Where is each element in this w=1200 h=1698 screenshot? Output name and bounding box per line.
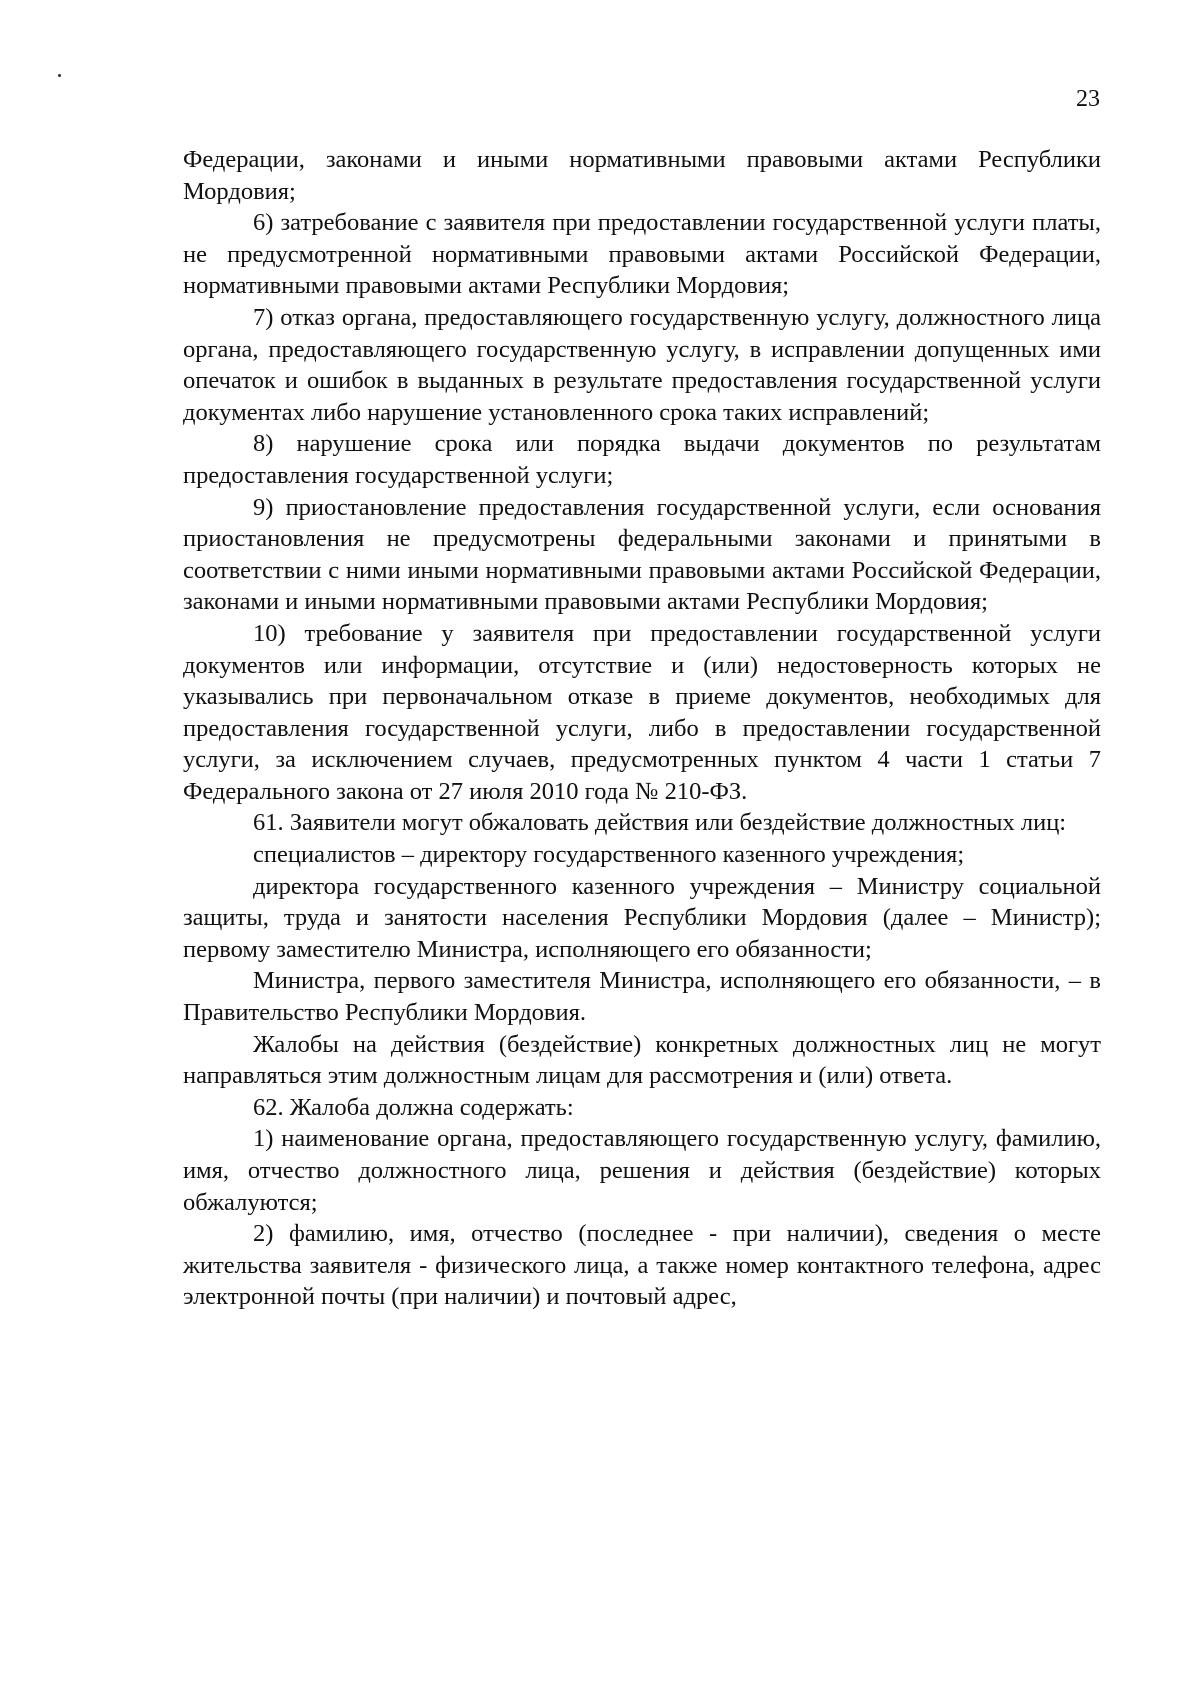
- paragraph-item-6: 6) затребование с заявителя при предоставлении государственной услуги платы, не предусмотренной нормативными правовыми актами Российской Федерации, нормативными правовыми актами Республики Мордовия;: [183, 209, 1101, 300]
- paragraph-continuation: Федерации, законами и иными нормативными правовыми актами Республики Мордовия;: [183, 146, 1101, 205]
- scan-artifact-dot: [58, 74, 61, 77]
- document-body: [183, 144, 1101, 1313]
- paragraph-content-1: 1) наименование органа, предоставляющего государственную услугу, фамилию, имя, отчество должностного лица, решения и действия (бездействие) которых обжалуются;: [183, 1125, 1101, 1216]
- paragraph-item-10: 10) требование у заявителя при предоставлении государственной услуги документов или информации, отсутствие и (или) недостоверность которых не указывались при первоначальном отказе в приеме документов, необходимых для предоставления государственной услуги, либо в предоставлении государственной услуги, за исключением случаев, предусмотренных пунктом 4 части 1 статьи 7 Федерального закона от 27 июля 2010 года № 210-ФЗ.: [183, 619, 1101, 805]
- paragraph-content-2: 2) фамилию, имя, отчество (последнее - при наличии), сведения о месте жительства заявителя - физического лица, а также номер контактного телефона, адрес электронной почты (при наличии) и почтовый адрес,: [183, 1220, 1101, 1311]
- paragraph-complaints: Жалобы на действия (бездействие) конкретных должностных лиц не могут направляться этим должностным лицам для рассмотрения и (или) ответа.: [183, 1030, 1101, 1090]
- paragraph-section-61: 61. Заявители могут обжаловать действия или бездействие должностных лиц:: [253, 809, 1067, 837]
- page-number: 23: [1076, 86, 1100, 112]
- paragraph-item-7: 7) отказ органа, предоставляющего государственную услугу, должностного лица органа, предоставляющего государственную услугу, в исправлении допущенных ими опечаток и ошибок в выданных в результате предоставления государственной услуги документах либо нарушение установленного срока таких исправлений;: [183, 303, 1101, 426]
- paragraph-director: директора государственного казенного учреждения – Министру социальной защиты, труда и занятости населения Республики Мордовия (далее – Министр); первому заместителю Министра, исполняющего его обязанности;: [183, 872, 1101, 963]
- paragraph-section-62: 62. Жалоба должна содержать:: [253, 1093, 574, 1121]
- paragraph-minister: Министра, первого заместителя Министра, исполняющего его обязанности, – в Правительство Республики Мордовия.: [183, 967, 1101, 1027]
- paragraph-item-8: 8) нарушение срока или порядка выдачи документов по результатам предоставления государственной услуги;: [183, 430, 1101, 489]
- paragraph-specialists: специалистов – директору государственного казенного учреждения;: [253, 841, 965, 869]
- paragraph-item-9: 9) приостановление предоставления государственной услуги, если основания приостановления не предусмотрены федеральными законами и принятыми в соответствии с ними иными нормативными правовыми актами Российской Федерации, законами и иными нормативными правовыми актами Республики Мордовия;: [183, 493, 1101, 616]
